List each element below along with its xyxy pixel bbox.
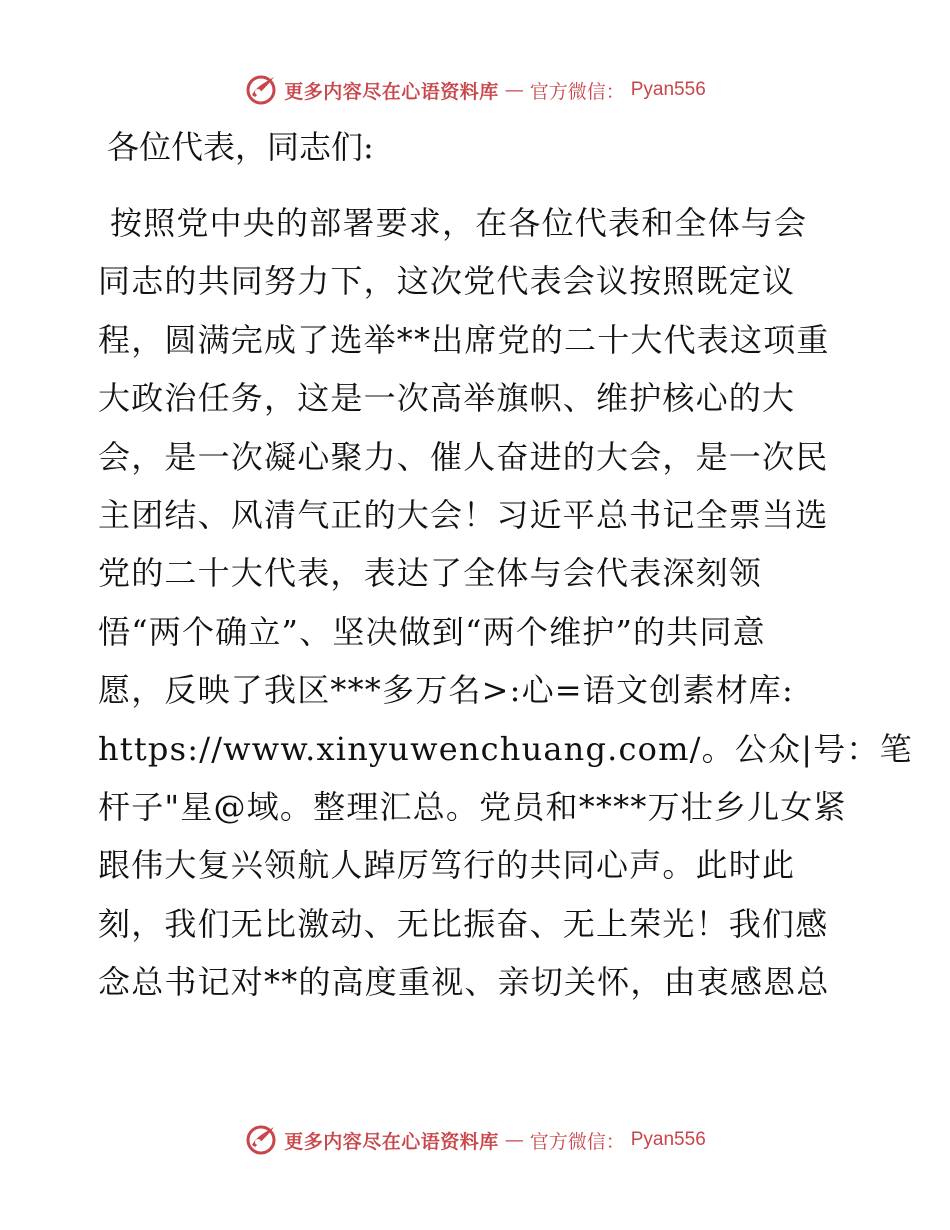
wechat-id: Pyan556: [630, 1129, 706, 1150]
document-body: [98, 194, 913, 1011]
body-line: 跟伟大复兴领航人踔厉笃行的共同心声。此时此: [98, 846, 796, 885]
body-line: 念总书记对**的高度重视、亲切关怀，由衷感恩总: [98, 963, 830, 1002]
body-line: 党的二十大代表，表达了全体与会代表深刻领: [98, 554, 763, 593]
body-line: 大政治任务，这是一次高举旗帜、维护核心的大: [98, 379, 796, 418]
footer-banner-content: [244, 1123, 706, 1157]
body-line: 同志的共同努力下，这次党代表会议按照既定议: [98, 262, 796, 301]
body-line: 主团结、风清气正的大会！习近平总书记全票当选: [98, 495, 829, 534]
wechat-id: Pyan556: [630, 79, 706, 100]
banner-separator: —: [504, 1129, 524, 1151]
body-line: https://www.xinyuwenchuang.com/。公众|号：笔: [98, 729, 913, 768]
body-line: 程，圆满完成了选举**出席党的二十大代表这项重: [98, 320, 830, 359]
brand-text: 更多内容尽在心语资料库: [284, 80, 499, 103]
salutation: 各位代表，同志们:: [107, 128, 374, 166]
quill-logo-icon: [244, 1123, 278, 1157]
body-line: 愿，反映了我区***多万名>:心=语文创素材库:: [98, 671, 794, 710]
footer-banner: [0, 1120, 950, 1160]
header-banner-content: [244, 73, 706, 107]
body-line: 会，是一次凝心聚力、催人奋进的大会，是一次民: [98, 437, 829, 476]
body-line: 杆子"星@域。整理汇总。党员和****万壮乡儿女紧: [98, 787, 847, 826]
wechat-label: 官方微信：: [529, 80, 625, 103]
body-line: 悟“两个确立”、坚决做到“两个维护”的共同意: [98, 612, 766, 651]
banner-separator: —: [504, 79, 524, 101]
body-line: 按照党中央的部署要求，在各位代表和全体与会: [110, 204, 808, 242]
quill-logo-icon: [244, 73, 278, 107]
wechat-label: 官方微信：: [529, 1130, 625, 1153]
body-line: 刻，我们无比激动、无比振奋、无上荣光！我们感: [98, 904, 829, 943]
header-banner: [0, 70, 950, 110]
brand-text: 更多内容尽在心语资料库: [284, 1130, 499, 1153]
